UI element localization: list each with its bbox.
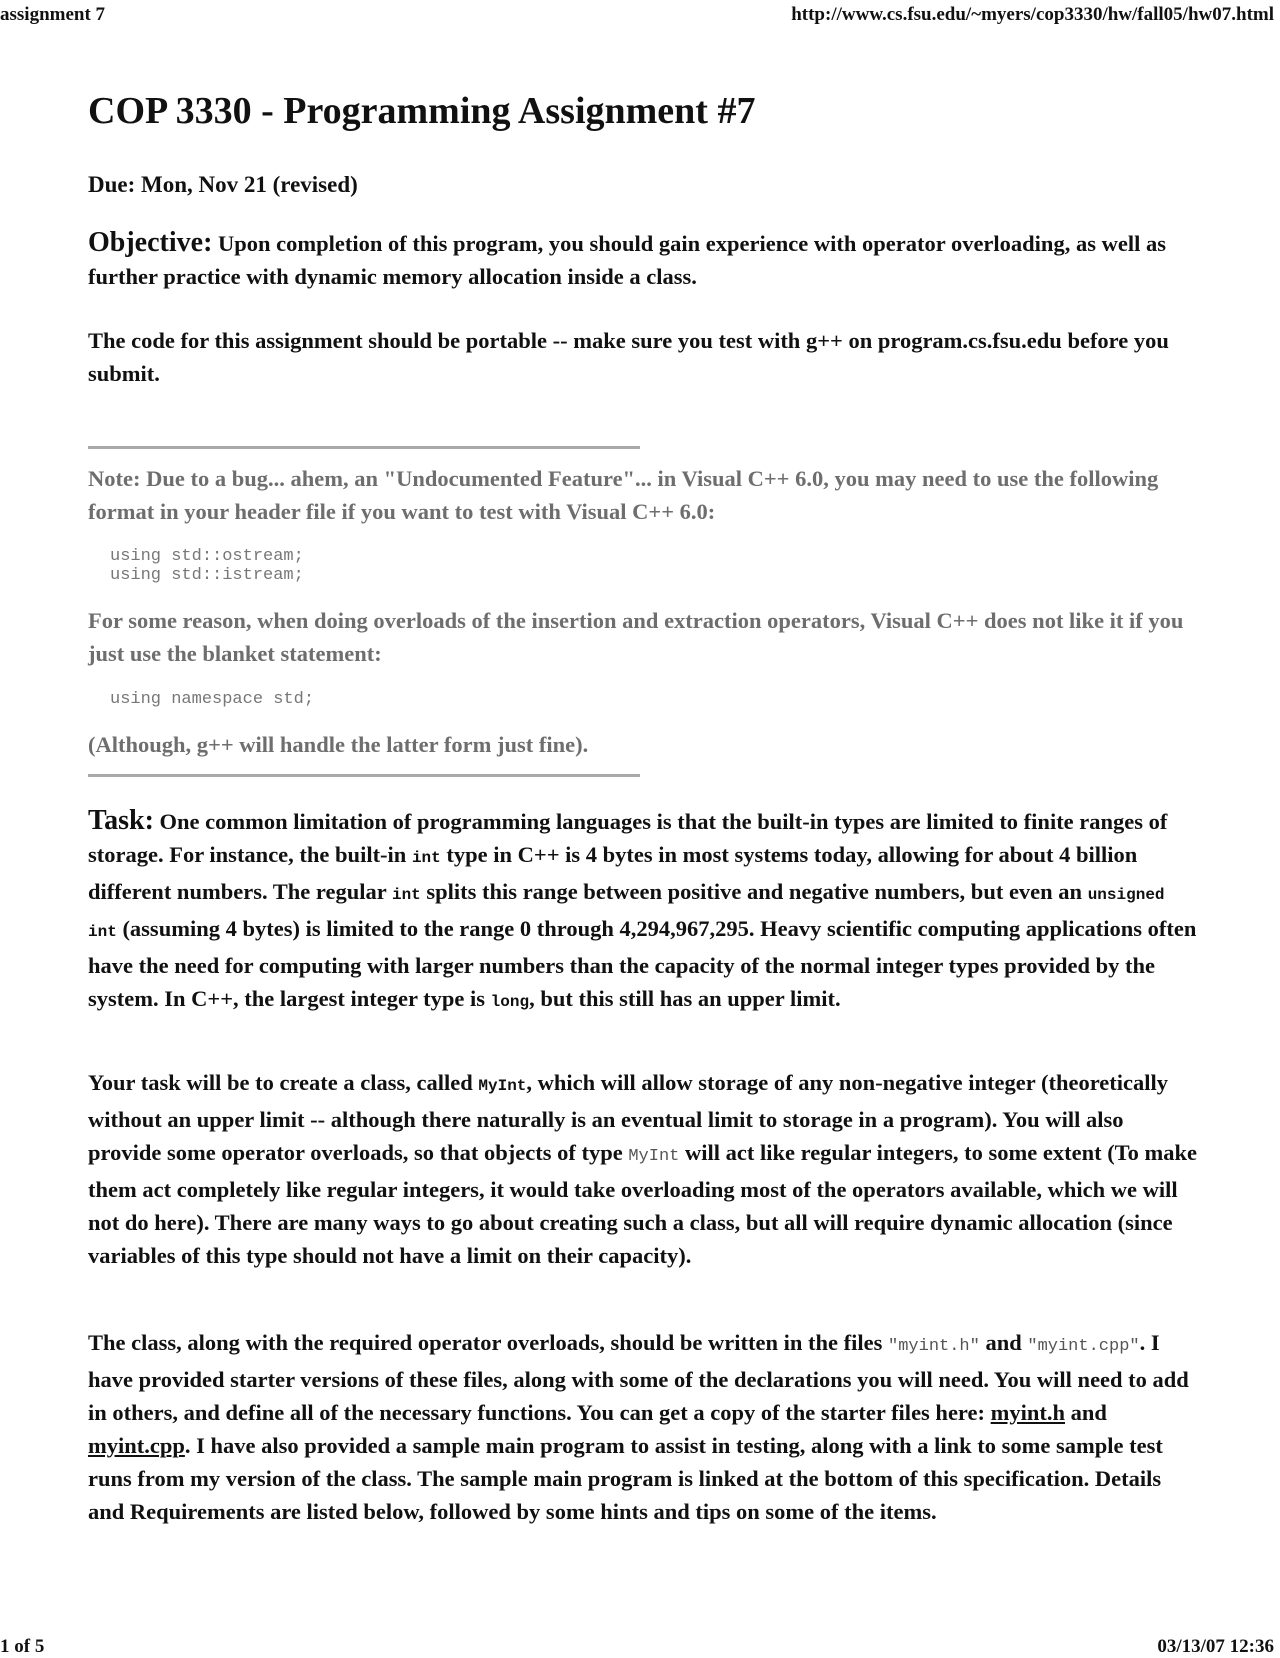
task-text-2: type in C++ is 4 bytes in most systems today, allowing for about 4 billion different numbers. The regular <box>88 842 1138 904</box>
files-text-4: and <box>1065 1400 1107 1425</box>
objective-label: Objective: <box>88 227 213 258</box>
code-myint: MyInt <box>478 1077 527 1095</box>
objective-paragraph <box>88 226 1198 293</box>
print-header-url: http://www.cs.fsu.edu/~myers/cop3330/hw/fall05/hw07.html <box>791 4 1274 25</box>
myint-text-3: will act like regular integers, to some extent (To make them act completely like regular integers, it would take overloading most of the operators available, which we will not do here). There are many ways to go about creating such a class, but all will require dynamic allocation (since variables of this type should not have a limit on their capacity). <box>88 1140 1197 1268</box>
myint-text-2: , which will allow storage of any non-negative integer (theoretically without an upper limit -- although there naturally is an eventual limit to storage in a program). You will also provide some operator overloads, so that objects of type <box>88 1070 1168 1165</box>
code-myint-cpp: "myint.cpp" <box>1027 1337 1140 1356</box>
objective-text: Upon completion of this program, you should gain experience with operator overloading, as well as further practice with dynamic memory allocation inside a class. <box>88 231 1166 289</box>
task-text-5: , but this still has an upper limit. <box>529 986 841 1011</box>
code-myint: MyInt <box>628 1147 680 1166</box>
code-int: int <box>411 849 441 867</box>
files-paragraph <box>88 1326 1198 1528</box>
files-text-2: and <box>979 1330 1028 1355</box>
code-long: long <box>490 993 530 1011</box>
page-title: COP 3330 - Programming Assignment #7 <box>88 90 756 132</box>
task-text-4: (assuming 4 bytes) is limited to the range 0 through 4,294,967,295. Heavy scientific computing applications often have the need for computing with larger numbers than the capacity of the normal integer types provided by the system. In C++, the largest integer type is <box>88 916 1197 1011</box>
myint-text-1: Your task will be to create a class, called <box>88 1070 479 1095</box>
myint-h-link[interactable]: myint.h <box>990 1400 1066 1425</box>
print-header-title: assignment 7 <box>0 4 106 25</box>
note-divider-top <box>88 446 640 449</box>
note-paragraph-3: (Although, g++ will handle the latter form just fine). <box>88 732 589 757</box>
print-footer-page: 1 of 5 <box>0 1636 45 1657</box>
myint-paragraph <box>88 1066 1198 1272</box>
due-date: Due: Mon, Nov 21 (revised) <box>88 172 358 197</box>
task-paragraph <box>88 804 1198 1019</box>
code-int: int <box>391 886 421 904</box>
files-text-5: . I have also provided a sample main program to assist in testing, along with a link to some sample test runs from my version of the class. The sample main program is linked at the bottom of this specification. Details and Requirements are listed below, followed by some hints and tips on some of the items. <box>88 1433 1163 1524</box>
code-unsigned-int: unsigned int <box>88 886 1165 941</box>
task-label: Task: <box>88 805 154 836</box>
task-text-1: One common limitation of programming languages is that the built-in types are limited to finite ranges of storage. For instance, the built-in <box>88 809 1168 867</box>
files-text-3: . I have provided starter versions of these files, along with some of the declarations you will need. You will need to add in others, and define all of the necessary functions. You can get a copy of the starter files here: <box>88 1330 1189 1425</box>
code-block-using-namespace: using namespace std; <box>110 690 315 709</box>
document-body <box>88 84 1198 1524</box>
note-paragraph-2: For some reason, when doing overloads of the insertion and extraction operators, Visual C++ does not like it if you just use the blanket statement: <box>88 608 1184 666</box>
code-block-using-std: using std::ostream; using std::istream; <box>110 547 304 585</box>
print-footer-timestamp: 03/13/07 12:36 <box>1157 1636 1274 1657</box>
note-divider-bottom <box>88 774 640 777</box>
task-text-3: splits this range between positive and negative numbers, but even an <box>420 879 1088 904</box>
note-paragraph-1: Note: Due to a bug... ahem, an "Undocumented Feature"... in Visual C++ 6.0, you may need to use the following format in your header file if you want to test with Visual C++ 6.0: <box>88 466 1159 524</box>
myint-cpp-link[interactable]: myint.cpp <box>88 1433 185 1458</box>
portability-paragraph: The code for this assignment should be portable -- make sure you test with g++ on program.cs.fsu.edu before you submit. <box>88 328 1169 386</box>
code-myint-h: "myint.h" <box>888 1337 980 1356</box>
files-text-1: The class, along with the required operator overloads, should be written in the files <box>88 1330 889 1355</box>
